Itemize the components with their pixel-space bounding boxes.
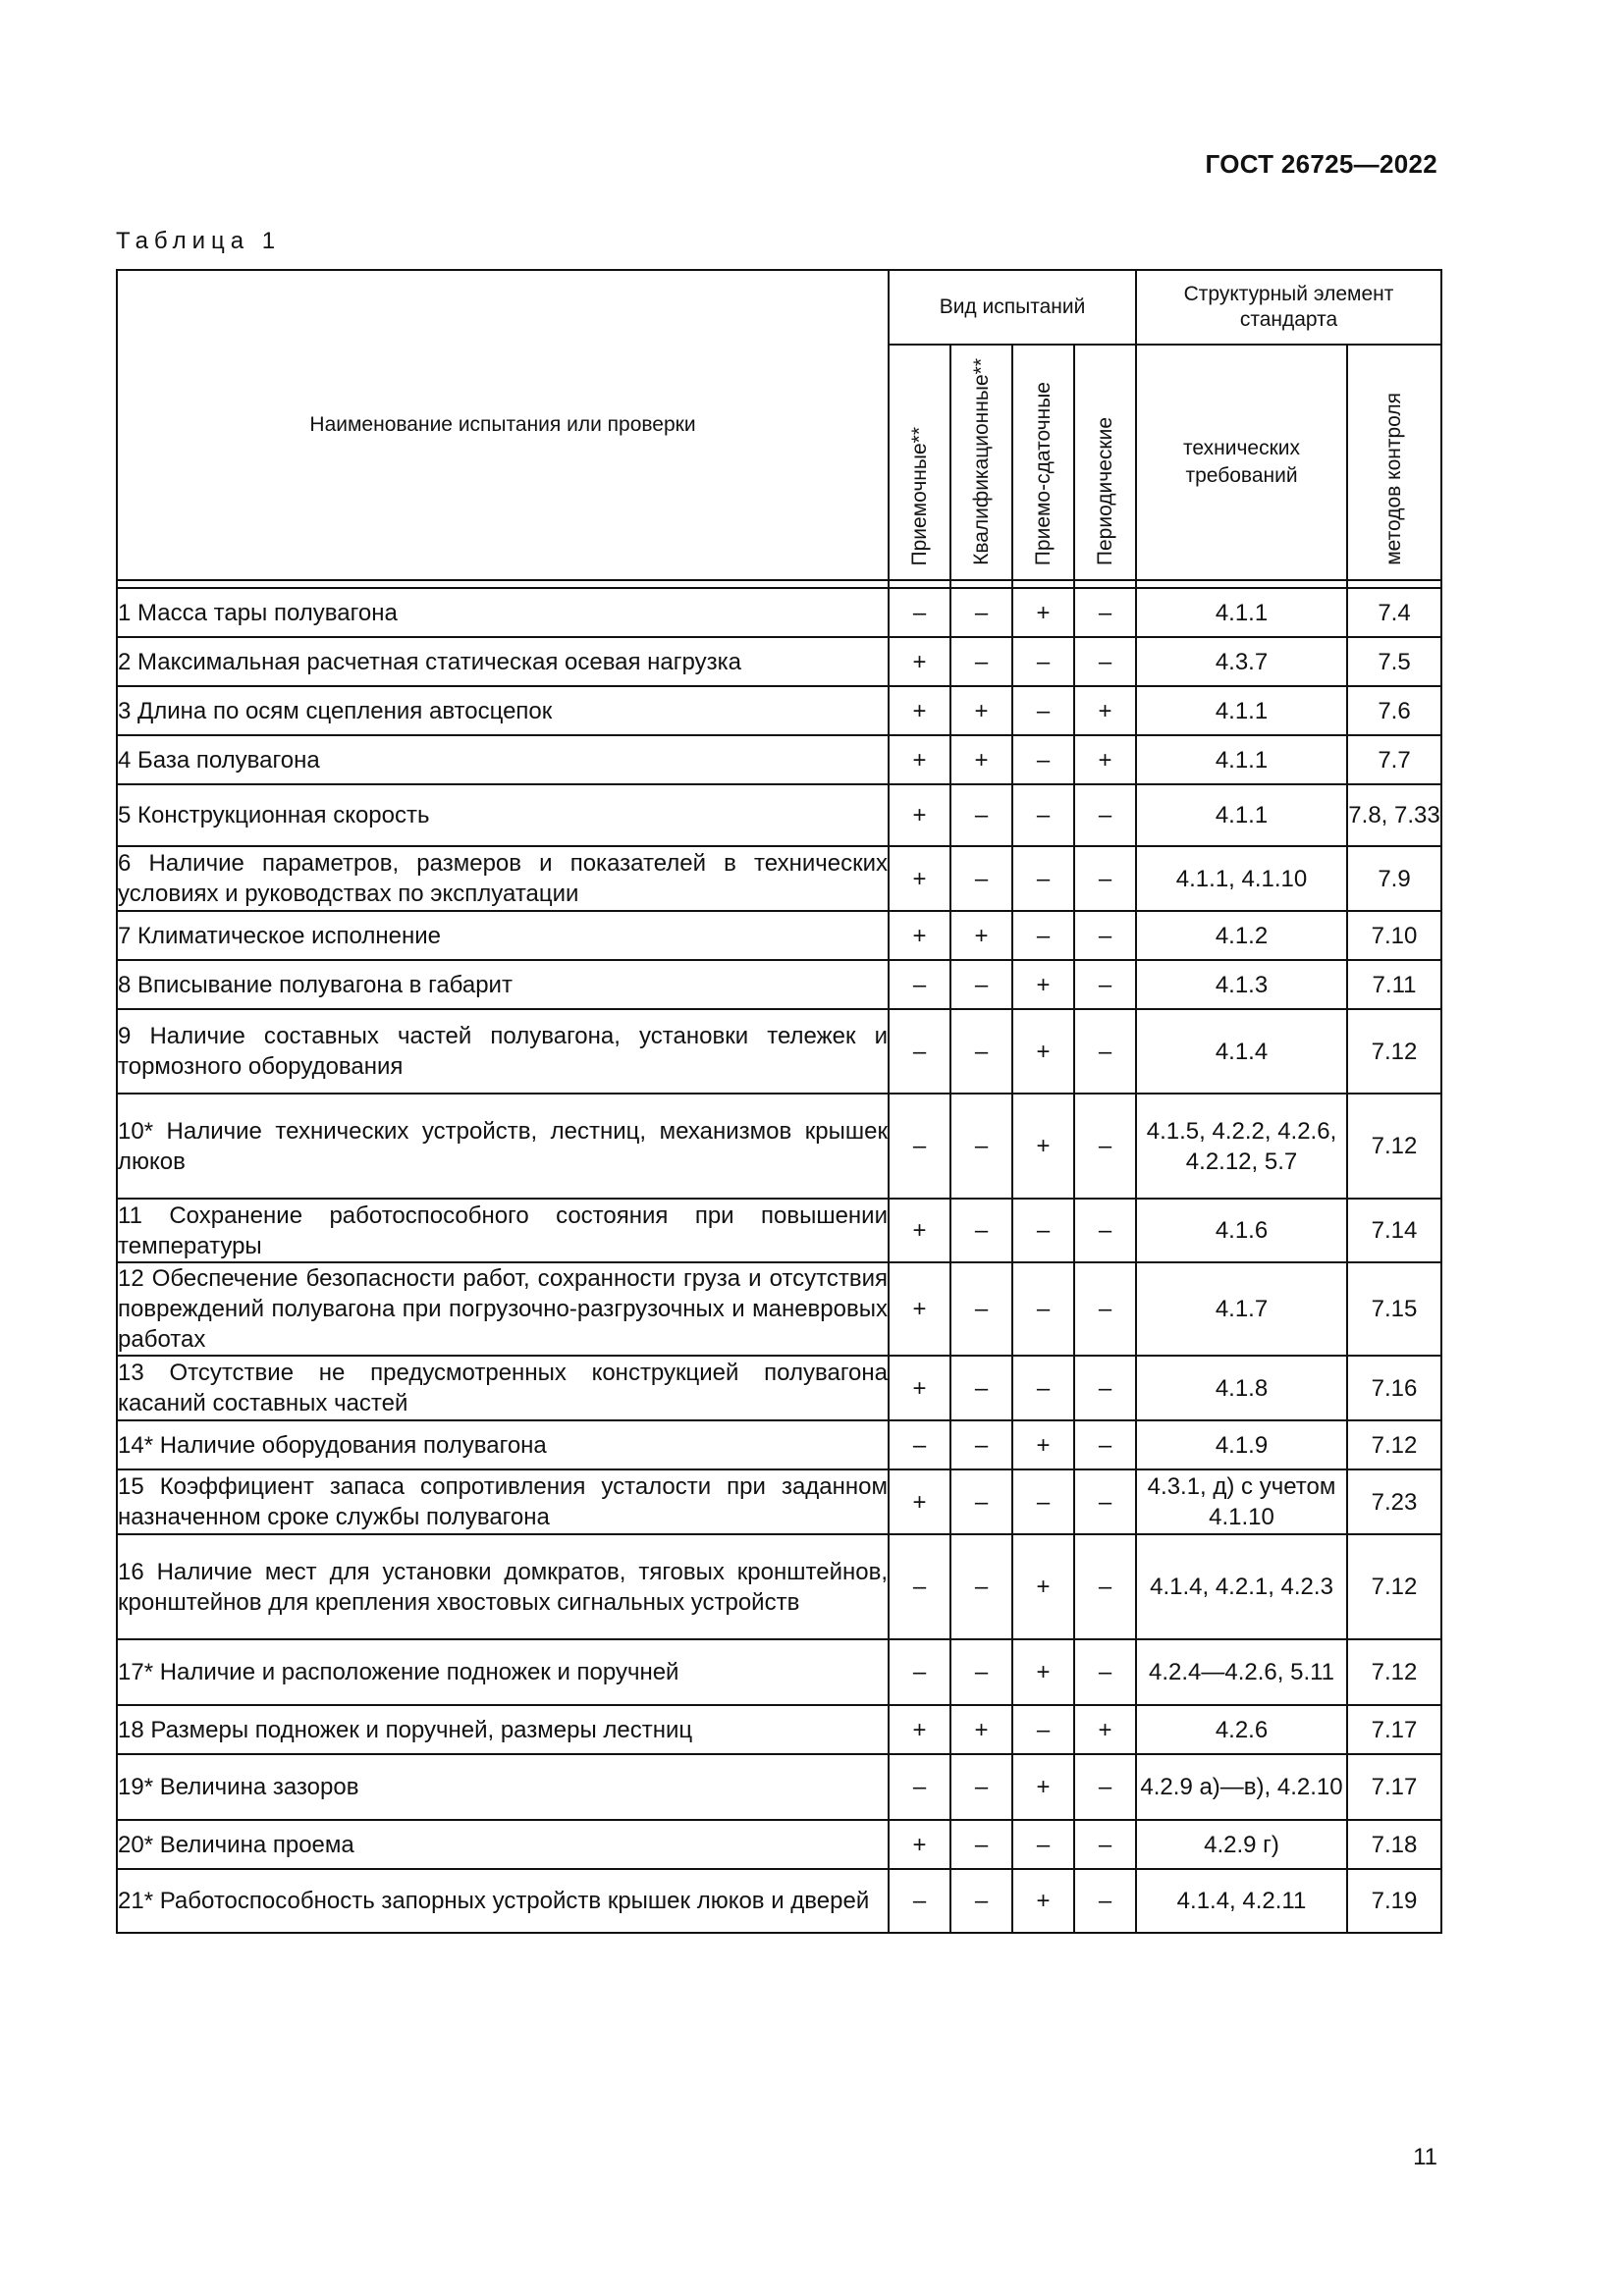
column-header-tech-req: технических требований bbox=[1136, 345, 1347, 580]
test-mark-cell: – bbox=[1074, 1534, 1136, 1639]
table-row bbox=[117, 1009, 1441, 1094]
table-row bbox=[117, 735, 1441, 784]
test-mark-cell: + bbox=[1012, 1094, 1074, 1199]
test-mark-cell: + bbox=[950, 686, 1012, 735]
test-mark-cell: – bbox=[1074, 1009, 1136, 1094]
table-row bbox=[117, 1262, 1441, 1356]
test-mark-cell: – bbox=[950, 1820, 1012, 1869]
test-mark-cell: – bbox=[889, 960, 950, 1009]
control-method-cell: 7.12 bbox=[1347, 1639, 1441, 1705]
test-mark-cell: + bbox=[1074, 1705, 1136, 1754]
control-method-cell: 7.14 bbox=[1347, 1199, 1441, 1262]
tech-requirement-cell: 4.1.9 bbox=[1136, 1420, 1347, 1469]
test-mark-cell: – bbox=[950, 1094, 1012, 1199]
control-method-cell: 7.15 bbox=[1347, 1262, 1441, 1356]
control-method-cell: 7.12 bbox=[1347, 1534, 1441, 1639]
test-table bbox=[116, 269, 1442, 1934]
table-row bbox=[117, 588, 1441, 637]
test-mark-cell: – bbox=[1074, 960, 1136, 1009]
tech-requirement-cell: 4.1.1 bbox=[1136, 588, 1347, 637]
test-mark-cell: – bbox=[889, 1754, 950, 1820]
test-mark-cell: – bbox=[1012, 1469, 1074, 1534]
test-name-cell: 17* Наличие и расположение подножек и поручней bbox=[117, 1639, 889, 1705]
test-mark-cell: – bbox=[950, 1869, 1012, 1933]
test-mark-cell: – bbox=[1074, 1639, 1136, 1705]
test-mark-cell: – bbox=[950, 784, 1012, 846]
test-mark-cell: – bbox=[1074, 1420, 1136, 1469]
test-mark-cell: – bbox=[1012, 735, 1074, 784]
test-name-cell: 6 Наличие параметров, размеров и показателей в технических условиях и руководствах по эксплуатации bbox=[117, 846, 889, 911]
control-method-cell: 7.12 bbox=[1347, 1094, 1441, 1199]
test-mark-cell: – bbox=[1012, 1262, 1074, 1356]
test-mark-cell: + bbox=[1074, 686, 1136, 735]
table-row bbox=[117, 1705, 1441, 1754]
tech-requirement-cell: 4.1.4 bbox=[1136, 1009, 1347, 1094]
test-mark-cell: – bbox=[1074, 1356, 1136, 1420]
test-mark-cell: – bbox=[889, 1009, 950, 1094]
test-mark-cell: – bbox=[1074, 846, 1136, 911]
test-mark-cell: – bbox=[1012, 1356, 1074, 1420]
control-method-cell: 7.7 bbox=[1347, 735, 1441, 784]
test-name-cell: 21* Работоспособность запорных устройств крышек люков и дверей bbox=[117, 1869, 889, 1933]
control-method-cell: 7.6 bbox=[1347, 686, 1441, 735]
test-mark-cell: + bbox=[889, 1820, 950, 1869]
test-mark-cell: + bbox=[889, 1199, 950, 1262]
control-method-cell: 7.5 bbox=[1347, 637, 1441, 686]
test-mark-cell: – bbox=[889, 588, 950, 637]
test-name-cell: 19* Величина зазоров bbox=[117, 1754, 889, 1820]
control-method-cell: 7.19 bbox=[1347, 1869, 1441, 1933]
table-row bbox=[117, 1199, 1441, 1262]
tech-requirement-cell: 4.1.6 bbox=[1136, 1199, 1347, 1262]
test-mark-cell: – bbox=[950, 588, 1012, 637]
test-mark-cell: – bbox=[889, 1420, 950, 1469]
column-header-test-type: Приемо-сдаточные bbox=[1012, 345, 1074, 580]
test-mark-cell: – bbox=[1012, 637, 1074, 686]
table-row bbox=[117, 1356, 1441, 1420]
table-row bbox=[117, 1094, 1441, 1199]
column-header-name: Наименование испытания или проверки bbox=[117, 270, 889, 580]
test-mark-cell: + bbox=[1012, 1639, 1074, 1705]
test-mark-cell: + bbox=[889, 911, 950, 960]
column-header-test-type: Периодические bbox=[1074, 345, 1136, 580]
test-mark-cell: – bbox=[889, 1534, 950, 1639]
test-mark-cell: + bbox=[889, 735, 950, 784]
test-mark-cell: + bbox=[1012, 1869, 1074, 1933]
test-mark-cell: + bbox=[950, 911, 1012, 960]
tech-requirement-cell: 4.1.1 bbox=[1136, 686, 1347, 735]
column-header-test-type: Квалификационные** bbox=[950, 345, 1012, 580]
test-mark-cell: – bbox=[889, 1639, 950, 1705]
control-method-cell: 7.17 bbox=[1347, 1705, 1441, 1754]
test-name-cell: 2 Максимальная расчетная статическая осевая нагрузка bbox=[117, 637, 889, 686]
table-row bbox=[117, 784, 1441, 846]
test-mark-cell: – bbox=[950, 1534, 1012, 1639]
test-name-cell: 13 Отсутствие не предусмотренных конструкцией полувагона касаний составных частей bbox=[117, 1356, 889, 1420]
table-row bbox=[117, 960, 1441, 1009]
tech-requirement-cell: 4.2.9 г) bbox=[1136, 1820, 1347, 1869]
group-header-test-type: Вид испытаний bbox=[889, 270, 1136, 345]
test-mark-cell: – bbox=[1074, 1820, 1136, 1869]
table-row bbox=[117, 1469, 1441, 1534]
test-mark-cell: + bbox=[1074, 735, 1136, 784]
test-mark-cell: + bbox=[889, 686, 950, 735]
test-mark-cell: – bbox=[1074, 784, 1136, 846]
test-mark-cell: – bbox=[950, 1754, 1012, 1820]
tech-requirement-cell: 4.1.4, 4.2.11 bbox=[1136, 1869, 1347, 1933]
control-method-cell: 7.18 bbox=[1347, 1820, 1441, 1869]
test-mark-cell: + bbox=[889, 1262, 950, 1356]
test-mark-cell: + bbox=[889, 637, 950, 686]
table-row bbox=[117, 686, 1441, 735]
tech-requirement-cell: 4.3.7 bbox=[1136, 637, 1347, 686]
table-row bbox=[117, 911, 1441, 960]
test-mark-cell: – bbox=[1012, 686, 1074, 735]
tech-requirement-cell: 4.1.1 bbox=[1136, 784, 1347, 846]
tech-requirement-cell: 4.1.3 bbox=[1136, 960, 1347, 1009]
test-mark-cell: – bbox=[1074, 1199, 1136, 1262]
table-row bbox=[117, 1754, 1441, 1820]
test-name-cell: 3 Длина по осям сцепления автосцепок bbox=[117, 686, 889, 735]
test-mark-cell: – bbox=[1074, 1869, 1136, 1933]
test-mark-cell: – bbox=[889, 1869, 950, 1933]
test-mark-cell: – bbox=[950, 1199, 1012, 1262]
test-mark-cell: + bbox=[889, 1705, 950, 1754]
test-mark-cell: + bbox=[1012, 1009, 1074, 1094]
test-mark-cell: – bbox=[1012, 784, 1074, 846]
tech-requirement-cell: 4.2.4—4.2.6, 5.11 bbox=[1136, 1639, 1347, 1705]
test-mark-cell: – bbox=[1074, 911, 1136, 960]
test-name-cell: 16 Наличие мест для установки домкратов, тяговых кронштейнов, кронштейнов для крепления хвостовых сигнальных устройств bbox=[117, 1534, 889, 1639]
tech-requirement-cell: 4.3.1, д) с учетом 4.1.10 bbox=[1136, 1469, 1347, 1534]
test-mark-cell: – bbox=[950, 1009, 1012, 1094]
control-method-cell: 7.11 bbox=[1347, 960, 1441, 1009]
test-mark-cell: – bbox=[889, 1094, 950, 1199]
test-mark-cell: + bbox=[1012, 588, 1074, 637]
table-caption: Таблица 1 bbox=[116, 228, 282, 254]
page-number: 11 bbox=[1413, 2144, 1437, 2170]
test-name-cell: 14* Наличие оборудования полувагона bbox=[117, 1420, 889, 1469]
test-mark-cell: + bbox=[889, 784, 950, 846]
table-row bbox=[117, 1420, 1441, 1469]
test-mark-cell: – bbox=[1074, 1754, 1136, 1820]
table-row bbox=[117, 846, 1441, 911]
test-mark-cell: + bbox=[889, 1356, 950, 1420]
tech-requirement-cell: 4.1.5, 4.2.2, 4.2.6, 4.2.12, 5.7 bbox=[1136, 1094, 1347, 1199]
tech-requirement-cell: 4.2.6 bbox=[1136, 1705, 1347, 1754]
control-method-cell: 7.23 bbox=[1347, 1469, 1441, 1534]
test-mark-cell: – bbox=[950, 1356, 1012, 1420]
test-mark-cell: – bbox=[950, 846, 1012, 911]
test-name-cell: 11 Сохранение работоспособного состояния при повышении температуры bbox=[117, 1199, 889, 1262]
test-mark-cell: + bbox=[1012, 960, 1074, 1009]
test-name-cell: 5 Конструкционная скорость bbox=[117, 784, 889, 846]
test-mark-cell: – bbox=[950, 1639, 1012, 1705]
control-method-cell: 7.17 bbox=[1347, 1754, 1441, 1820]
control-method-cell: 7.12 bbox=[1347, 1009, 1441, 1094]
test-name-cell: 20* Величина проема bbox=[117, 1820, 889, 1869]
control-method-cell: 7.10 bbox=[1347, 911, 1441, 960]
table-row bbox=[117, 1534, 1441, 1639]
table-row bbox=[117, 637, 1441, 686]
test-mark-cell: + bbox=[889, 1469, 950, 1534]
header-separator bbox=[117, 580, 1441, 588]
test-mark-cell: – bbox=[1012, 1199, 1074, 1262]
test-mark-cell: + bbox=[950, 1705, 1012, 1754]
test-mark-cell: – bbox=[1012, 1820, 1074, 1869]
test-mark-cell: – bbox=[1074, 588, 1136, 637]
test-mark-cell: – bbox=[1074, 1469, 1136, 1534]
tech-requirement-cell: 4.1.2 bbox=[1136, 911, 1347, 960]
control-method-cell: 7.12 bbox=[1347, 1420, 1441, 1469]
test-mark-cell: – bbox=[950, 1469, 1012, 1534]
table-row bbox=[117, 1639, 1441, 1705]
test-name-cell: 8 Вписывание полувагона в габарит bbox=[117, 960, 889, 1009]
test-mark-cell: – bbox=[1012, 846, 1074, 911]
group-header-structural: Структурный элемент стандарта bbox=[1136, 270, 1441, 345]
table-row bbox=[117, 1869, 1441, 1933]
test-name-cell: 4 База полувагона bbox=[117, 735, 889, 784]
tech-requirement-cell: 4.1.4, 4.2.1, 4.2.3 bbox=[1136, 1534, 1347, 1639]
test-mark-cell: + bbox=[1012, 1420, 1074, 1469]
test-mark-cell: – bbox=[1074, 637, 1136, 686]
control-method-cell: 7.16 bbox=[1347, 1356, 1441, 1420]
test-mark-cell: – bbox=[1074, 1094, 1136, 1199]
test-mark-cell: – bbox=[950, 960, 1012, 1009]
test-name-cell: 18 Размеры подножек и поручней, размеры лестниц bbox=[117, 1705, 889, 1754]
test-mark-cell: + bbox=[889, 846, 950, 911]
test-name-cell: 9 Наличие составных частей полувагона, установки тележек и тормозного оборудования bbox=[117, 1009, 889, 1094]
tech-requirement-cell: 4.1.8 bbox=[1136, 1356, 1347, 1420]
test-mark-cell: – bbox=[950, 1262, 1012, 1356]
tech-requirement-cell: 4.1.1 bbox=[1136, 735, 1347, 784]
test-mark-cell: + bbox=[950, 735, 1012, 784]
test-mark-cell: – bbox=[950, 637, 1012, 686]
tech-requirement-cell: 4.2.9 а)—в), 4.2.10 bbox=[1136, 1754, 1347, 1820]
test-name-cell: 7 Климатическое исполнение bbox=[117, 911, 889, 960]
control-method-cell: 7.4 bbox=[1347, 588, 1441, 637]
test-mark-cell: + bbox=[1012, 1754, 1074, 1820]
column-header-methods: методов контроля bbox=[1347, 345, 1441, 580]
control-method-cell: 7.8, 7.33 bbox=[1347, 784, 1441, 846]
tech-requirement-cell: 4.1.1, 4.1.10 bbox=[1136, 846, 1347, 911]
document-code: ГОСТ 26725—2022 bbox=[1205, 149, 1437, 179]
test-mark-cell: – bbox=[1074, 1262, 1136, 1356]
control-method-cell: 7.9 bbox=[1347, 846, 1441, 911]
table-row bbox=[117, 1820, 1441, 1869]
test-name-cell: 1 Масса тары полувагона bbox=[117, 588, 889, 637]
test-mark-cell: – bbox=[1012, 1705, 1074, 1754]
column-header-test-type: Приемочные** bbox=[889, 345, 950, 580]
test-name-cell: 12 Обеспечение безопасности работ, сохранности груза и отсутствия повреждений полувагона при погрузочно-разгрузочных и маневровых работах bbox=[117, 1262, 889, 1356]
test-mark-cell: – bbox=[1012, 911, 1074, 960]
test-name-cell: 15 Коэффициент запаса сопротивления усталости при заданном назначенном сроке службы полувагона bbox=[117, 1469, 889, 1534]
test-mark-cell: + bbox=[1012, 1534, 1074, 1639]
tech-requirement-cell: 4.1.7 bbox=[1136, 1262, 1347, 1356]
test-name-cell: 10* Наличие технических устройств, лестниц, механизмов крышек люков bbox=[117, 1094, 889, 1199]
test-mark-cell: – bbox=[950, 1420, 1012, 1469]
